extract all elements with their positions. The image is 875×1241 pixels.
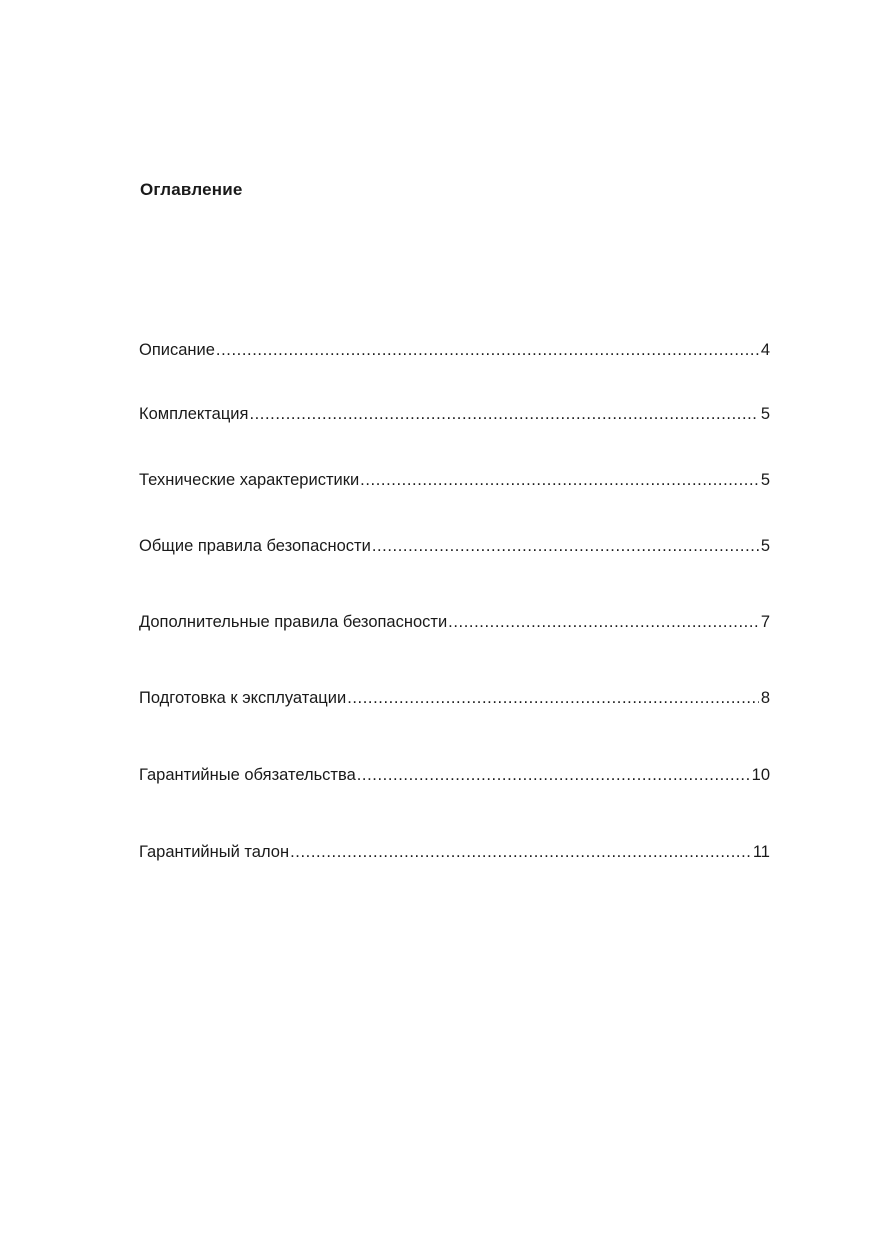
toc-entry-page: 5 — [760, 471, 770, 489]
toc-entry-label: Подготовка к эксплуатации — [139, 689, 347, 707]
toc-entry-label: Общие правила безопасности — [139, 537, 371, 555]
toc-entry-page: 11 — [752, 843, 770, 861]
toc-entry-label: Гарантийные обязательства — [139, 766, 356, 784]
toc-entry-warranty-card — [139, 842, 770, 862]
toc-entry-description — [139, 340, 770, 360]
toc-entry-label: Описание — [139, 341, 215, 359]
toc-entry-label: Технические характеристики — [139, 471, 360, 489]
dot-leader — [347, 688, 759, 708]
dot-leader — [249, 404, 758, 424]
dot-leader — [448, 612, 759, 632]
toc-entry-page: 5 — [760, 537, 770, 555]
toc-entry-page: 4 — [760, 341, 770, 359]
toc-entry-preparation — [139, 688, 770, 708]
toc-entry-page: 7 — [760, 613, 770, 631]
dot-leader — [357, 765, 750, 785]
dot-leader — [372, 536, 759, 556]
toc-entry-label: Гарантийный талон — [139, 843, 290, 861]
dot-leader — [216, 340, 759, 360]
toc-entry-page: 8 — [760, 689, 770, 707]
toc-entry-contents — [139, 404, 770, 424]
toc-title: Оглавление — [140, 180, 243, 199]
toc-entry-page: 10 — [751, 766, 770, 784]
toc-entry-warranty-obligations — [139, 765, 770, 785]
dot-leader — [290, 842, 751, 862]
toc-entry-additional-safety — [139, 612, 770, 632]
dot-leader — [360, 470, 759, 490]
toc-entry-specifications — [139, 470, 770, 490]
toc-entry-page: 5 — [760, 405, 770, 423]
toc-entry-label: Дополнительные правила безопасности — [139, 613, 448, 631]
toc-entry-label: Комплектация — [139, 405, 249, 423]
toc-entry-general-safety — [139, 536, 770, 556]
